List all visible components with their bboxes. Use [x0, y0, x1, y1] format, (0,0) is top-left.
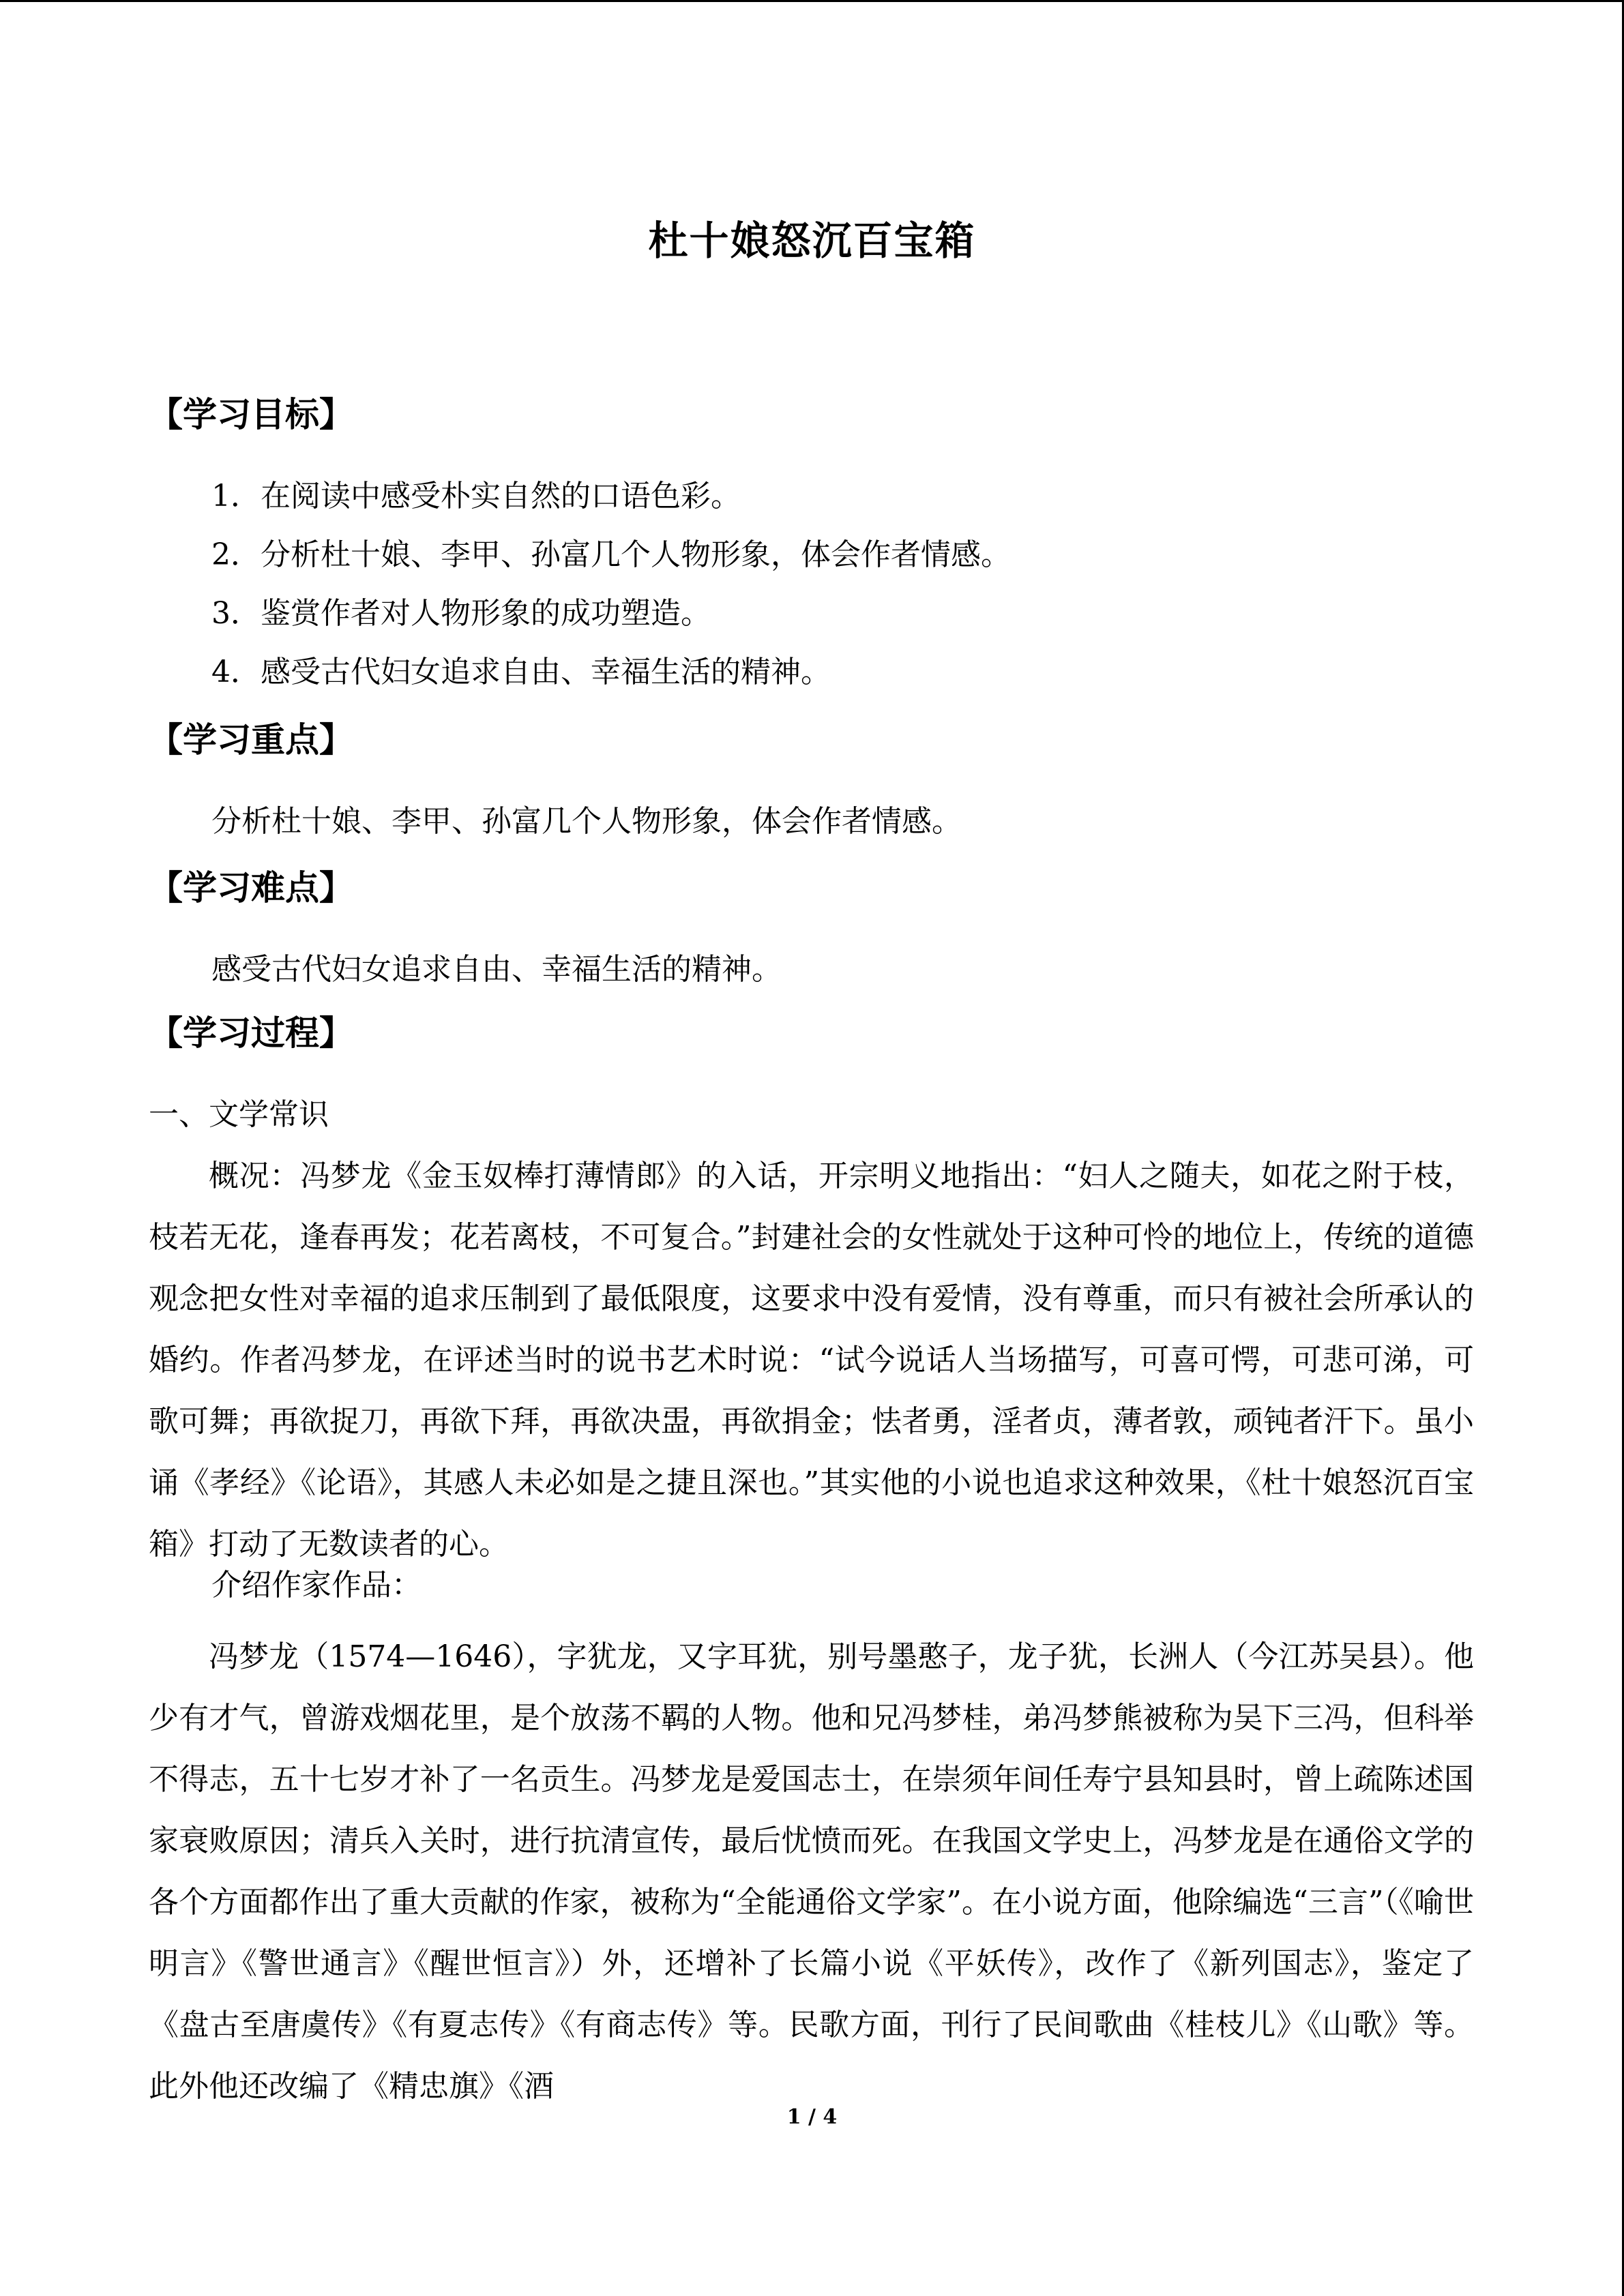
objective-item: 1．在阅读中感受朴实自然的口语色彩。 [211, 479, 741, 513]
section-literary-knowledge: 一、文学常识 [149, 1097, 329, 1132]
key-points-text: 分析杜十娘、李甲、孙富几个人物形象，体会作者情感。 [211, 804, 962, 839]
objective-item: 3．鉴赏作者对人物形象的成功塑造。 [211, 596, 711, 631]
objective-item: 2．分析杜十娘、李甲、孙富几个人物形象，体会作者情感。 [211, 537, 1011, 572]
overview-paragraph: 概况：冯梦龙《金玉奴棒打薄情郎》的入话，开宗明义地指出：“妇人之随夫，如花之附于枝，枝若无花，逢春再发；花若离枝，不可复合。”封建社会的女性就处于这种可怜的地位上，传统的道德观念把女性对幸福的追求压制到了最低限度，这要求中没有爱情，没有尊重，而只有被社会所承认的婚约。作者冯梦龙，在评述当时的说书艺术时说：“试今说话人当场描写，可喜可愕，可悲可涕，可歌可舞；再欲捉刀，再欲下拜，再欲决盄，再欲捐金；怯者勇，淫者贞，薄者敦，顽钝者汗下。虽小诵《孝经》《论语》，其感人未必如是之捷且深也。”其实他的小说也追求这种效果，《杜十娘怒沉百宝箱》打动了无数读者的心。 [149, 1159, 1474, 1562]
page-border-top [0, 0, 1624, 2]
objective-item: 4．感受古代妇女追求自由、幸福生活的精神。 [211, 655, 831, 689]
key-points-heading: 【学习重点】 [149, 720, 353, 760]
objectives-heading: 【学习目标】 [149, 395, 353, 434]
difficulty-heading: 【学习难点】 [149, 868, 353, 908]
page-number: 1 / 4 [786, 2105, 838, 2129]
objectives-list [211, 467, 1011, 702]
process-heading: 【学习过程】 [149, 1013, 353, 1053]
author-paragraph: 冯梦龙（1574—1646），字犹龙，又字耳犹，别号墨憨子，龙子犹，长洲人（今江苏吴县）。他少有才气，曾游戏烟花里，是个放荡不羁的人物。他和兄冯梦桂，弟冯梦熊被称为吴下三冯，但科举不得志，五十七岁才补了一名贡生。冯梦龙是爱国志士，在崇须年间任寿宁县知县时，曾上疏陈述国家衰败原因；清兵入关时，进行抗清宣传，最后忧愤而死。在我国文学史上，冯梦龙是在通俗文学的各个方面都作出了重大贡献的作家，被称为“全能通俗文学家”。在小说方面，他除编选“三言”（《喻世明言》《警世通言》《醒世恒言》）外，还增补了长篇小说《平妖传》，改作了《新列国志》，鉴定了《盘古至唐虞传》《有夏志传》《有商志传》等。民歌方面，刊行了民间歌曲《桂枝儿》《山歌》等。此外他还改编了《精忠旗》《酒 [149, 1639, 1474, 2104]
difficulty-text: 感受古代妇女追求自由、幸福生活的精神。 [211, 952, 782, 987]
author-intro-label: 介绍作家作品： [211, 1568, 422, 1602]
document-title: 杜十娘怒沉百宝箱 [648, 218, 976, 264]
